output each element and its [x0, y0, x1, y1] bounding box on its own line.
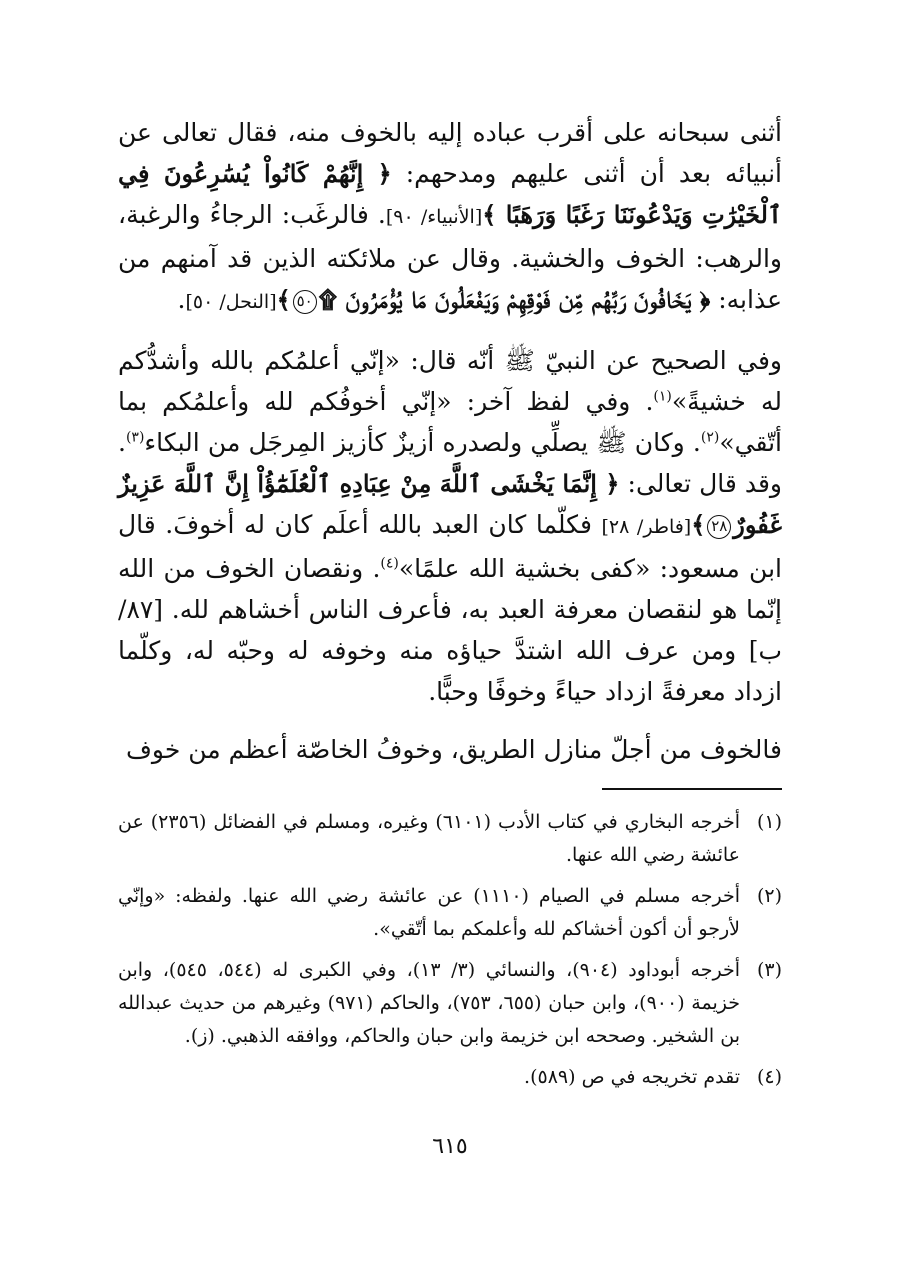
- footnote-text: أخرجه أبوداود (٩٠٤)، والنسائي (٣/ ١٣)، وفي الكبرى له (٥٤٤، ٥٤٥)، وابن خزيمة (٩٠٠)، وابن حبان (٦٥٥، ٧٥٣)، والحاكم (٩٧١) وغيرهم من حديث عبدالله بن الشخير. وصححه ابن خزيمة وابن حبان والحاكم، ووافقه الذهبي. (ز).: [118, 959, 740, 1047]
- footnote-4: [118, 1061, 782, 1094]
- sura-reference: [الأنبياء/ ٩٠]: [385, 206, 483, 228]
- text-run: . فالرغَب: الرجاءُ والرغبة، والرهب: الخوف والخشية. وقال عن ملائكته الذين قد آمنهم من عذابه:: [118, 200, 782, 314]
- text-run: وفي الصحيح عن النبيّ ﷺ أنّه قال: «إنّي أعلمُكم بالله وأشدُّكم له خشيةً»: [118, 346, 782, 416]
- ayah-number-marker: ٥٠: [293, 290, 317, 314]
- footnote-ref: (٤): [380, 555, 399, 572]
- quran-verse-close: ﴾: [691, 510, 706, 539]
- page-number: ٦١٥: [432, 1134, 468, 1159]
- text-run: . وفي لفظ آخر: «إنّي أخوفُكم لله وأعلمُكم بما أتّقي»: [118, 387, 782, 457]
- paragraph-2: [118, 340, 782, 712]
- footnote-number: (٢): [756, 885, 782, 907]
- footnote-text: أخرجه مسلم في الصيام (١١١٠) عن عائشة رضي الله عنها. ولفظه: «وإنّي لأرجو أن أكون أخشاكم لله وأعلمكم بما أتّقي».: [118, 885, 740, 940]
- footnote-2: [118, 880, 782, 946]
- footnote-ref: (٢): [700, 429, 720, 446]
- main-text: [118, 112, 782, 770]
- quran-verse: ﴿ إِنَّمَا يَخْشَى ٱللَّهَ مِنْ عِبَادِهِ ٱلْعُلَمَٰٓؤُاْ إِنَّ ٱللَّهَ عَزِيزٌ غَفُورٌ: [118, 469, 782, 539]
- text-run: . وقد قال تعالى:: [118, 428, 782, 498]
- footnote-text: تقدم تخريجه في ص (٥٨٩).: [524, 1066, 740, 1088]
- footnotes: [118, 806, 782, 1102]
- sura-reference: [النحل/ ٥٠]: [185, 291, 277, 313]
- footnote-number: (٤): [756, 1066, 782, 1088]
- paragraph-3: فالخوف من أجلّ منازل الطريق، وخوفُ الخاصّة أعظم من خوف: [126, 735, 782, 764]
- quran-verse: ﴿ يَخَافُونَ رَبَّهُم مِّن فَوْقِهِمْ وَيَفْعَلُونَ مَا يُؤْمَرُونَ ۩: [318, 285, 711, 314]
- footnote-ref: (٣): [125, 429, 145, 446]
- footnote-number: (٣): [756, 959, 782, 981]
- text-run: . وكان ﷺ يصلِّي ولصدره أزيزٌ كأزيز المِرجَل من البكاء: [144, 428, 701, 457]
- paragraph-1: [118, 112, 782, 323]
- text-run: .: [177, 285, 186, 314]
- footnote-text: أخرجه البخاري في كتاب الأدب (٦١٠١) وغيره، ومسلم في الفضائل (٢٣٥٦) عن عائشة رضي الله عنها.: [118, 811, 740, 866]
- text-run: أثنى سبحانه على أقرب عباده إليه بالخوف منه، فقال تعالى عن أنبيائه بعد أن أثنى عليهم ومدحهم:: [118, 118, 783, 188]
- quran-verse: ﴿ إِنَّهُمْ كَانُواْ يُسَٰرِعُونَ فِي ٱلْخَيْرَٰتِ وَيَدْعُونَنَا رَغَبًا وَرَهَبًا ﴾: [118, 159, 783, 229]
- footnote-ref: (١): [653, 388, 672, 405]
- text-run: . ونقصان الخوف من الله إنّما هو لنقصان معرفة العبد به، فأعرف الناس أخشاهم لله. [٨٧/ب] ومن عرف الله اشتدَّ حياؤه منه وخوفه له وحبّه له، وكلّما ازداد معرفةً ازداد حياءً وخوفًا وحبًّا.: [118, 554, 782, 706]
- quran-verse-close: ﴾: [276, 285, 291, 314]
- footnote-number: (١): [756, 811, 782, 833]
- ayah-number-marker: ٢٨: [707, 515, 731, 539]
- sura-reference: [فاطر/ ٢٨]: [601, 516, 692, 538]
- text-run: فكلّما كان العبد بالله أعلَم كان له أخوفَ. قال ابن مسعود: «كفى بخشية الله علمًا»: [118, 510, 782, 583]
- footnote-separator: [602, 788, 782, 790]
- footnote-3: [118, 954, 782, 1053]
- footnote-1: [118, 806, 782, 872]
